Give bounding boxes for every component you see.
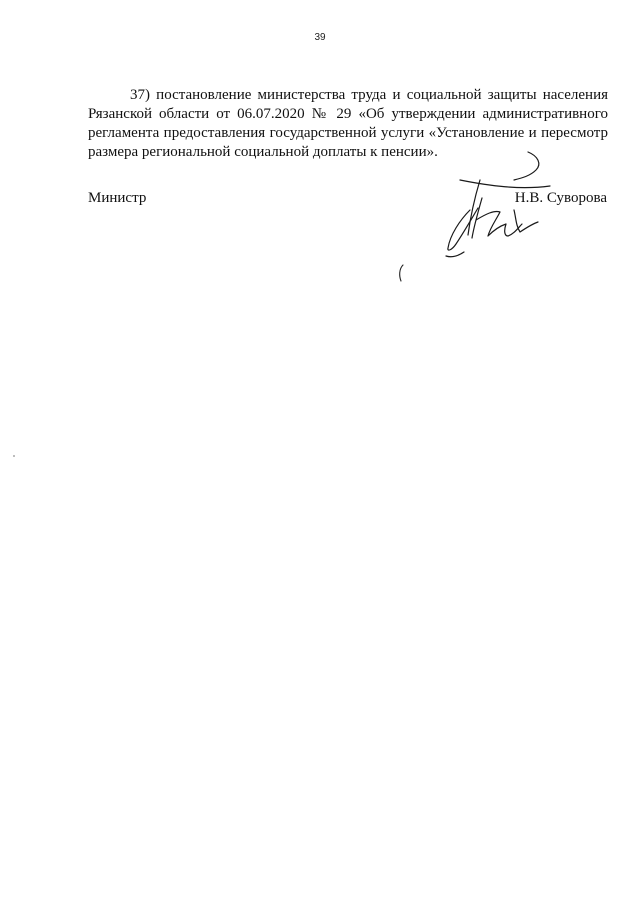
stray-pen-mark (396, 264, 406, 282)
document-paragraph: 37) постановление министерства труда и социальной защиты населения Рязанской области от 06.07.2020 № 29 «Об утверждении административного регламента предоставления государственной услуги «Установление и пересмотр размера региональной социальной доплаты к пенсии». (88, 87, 608, 160)
scan-artifact (13, 455, 15, 457)
page-number: 39 (314, 32, 326, 43)
signer-name: Н.В. Суворова (514, 190, 607, 206)
handwritten-signature (430, 150, 560, 270)
signer-title: Министр (88, 190, 147, 206)
